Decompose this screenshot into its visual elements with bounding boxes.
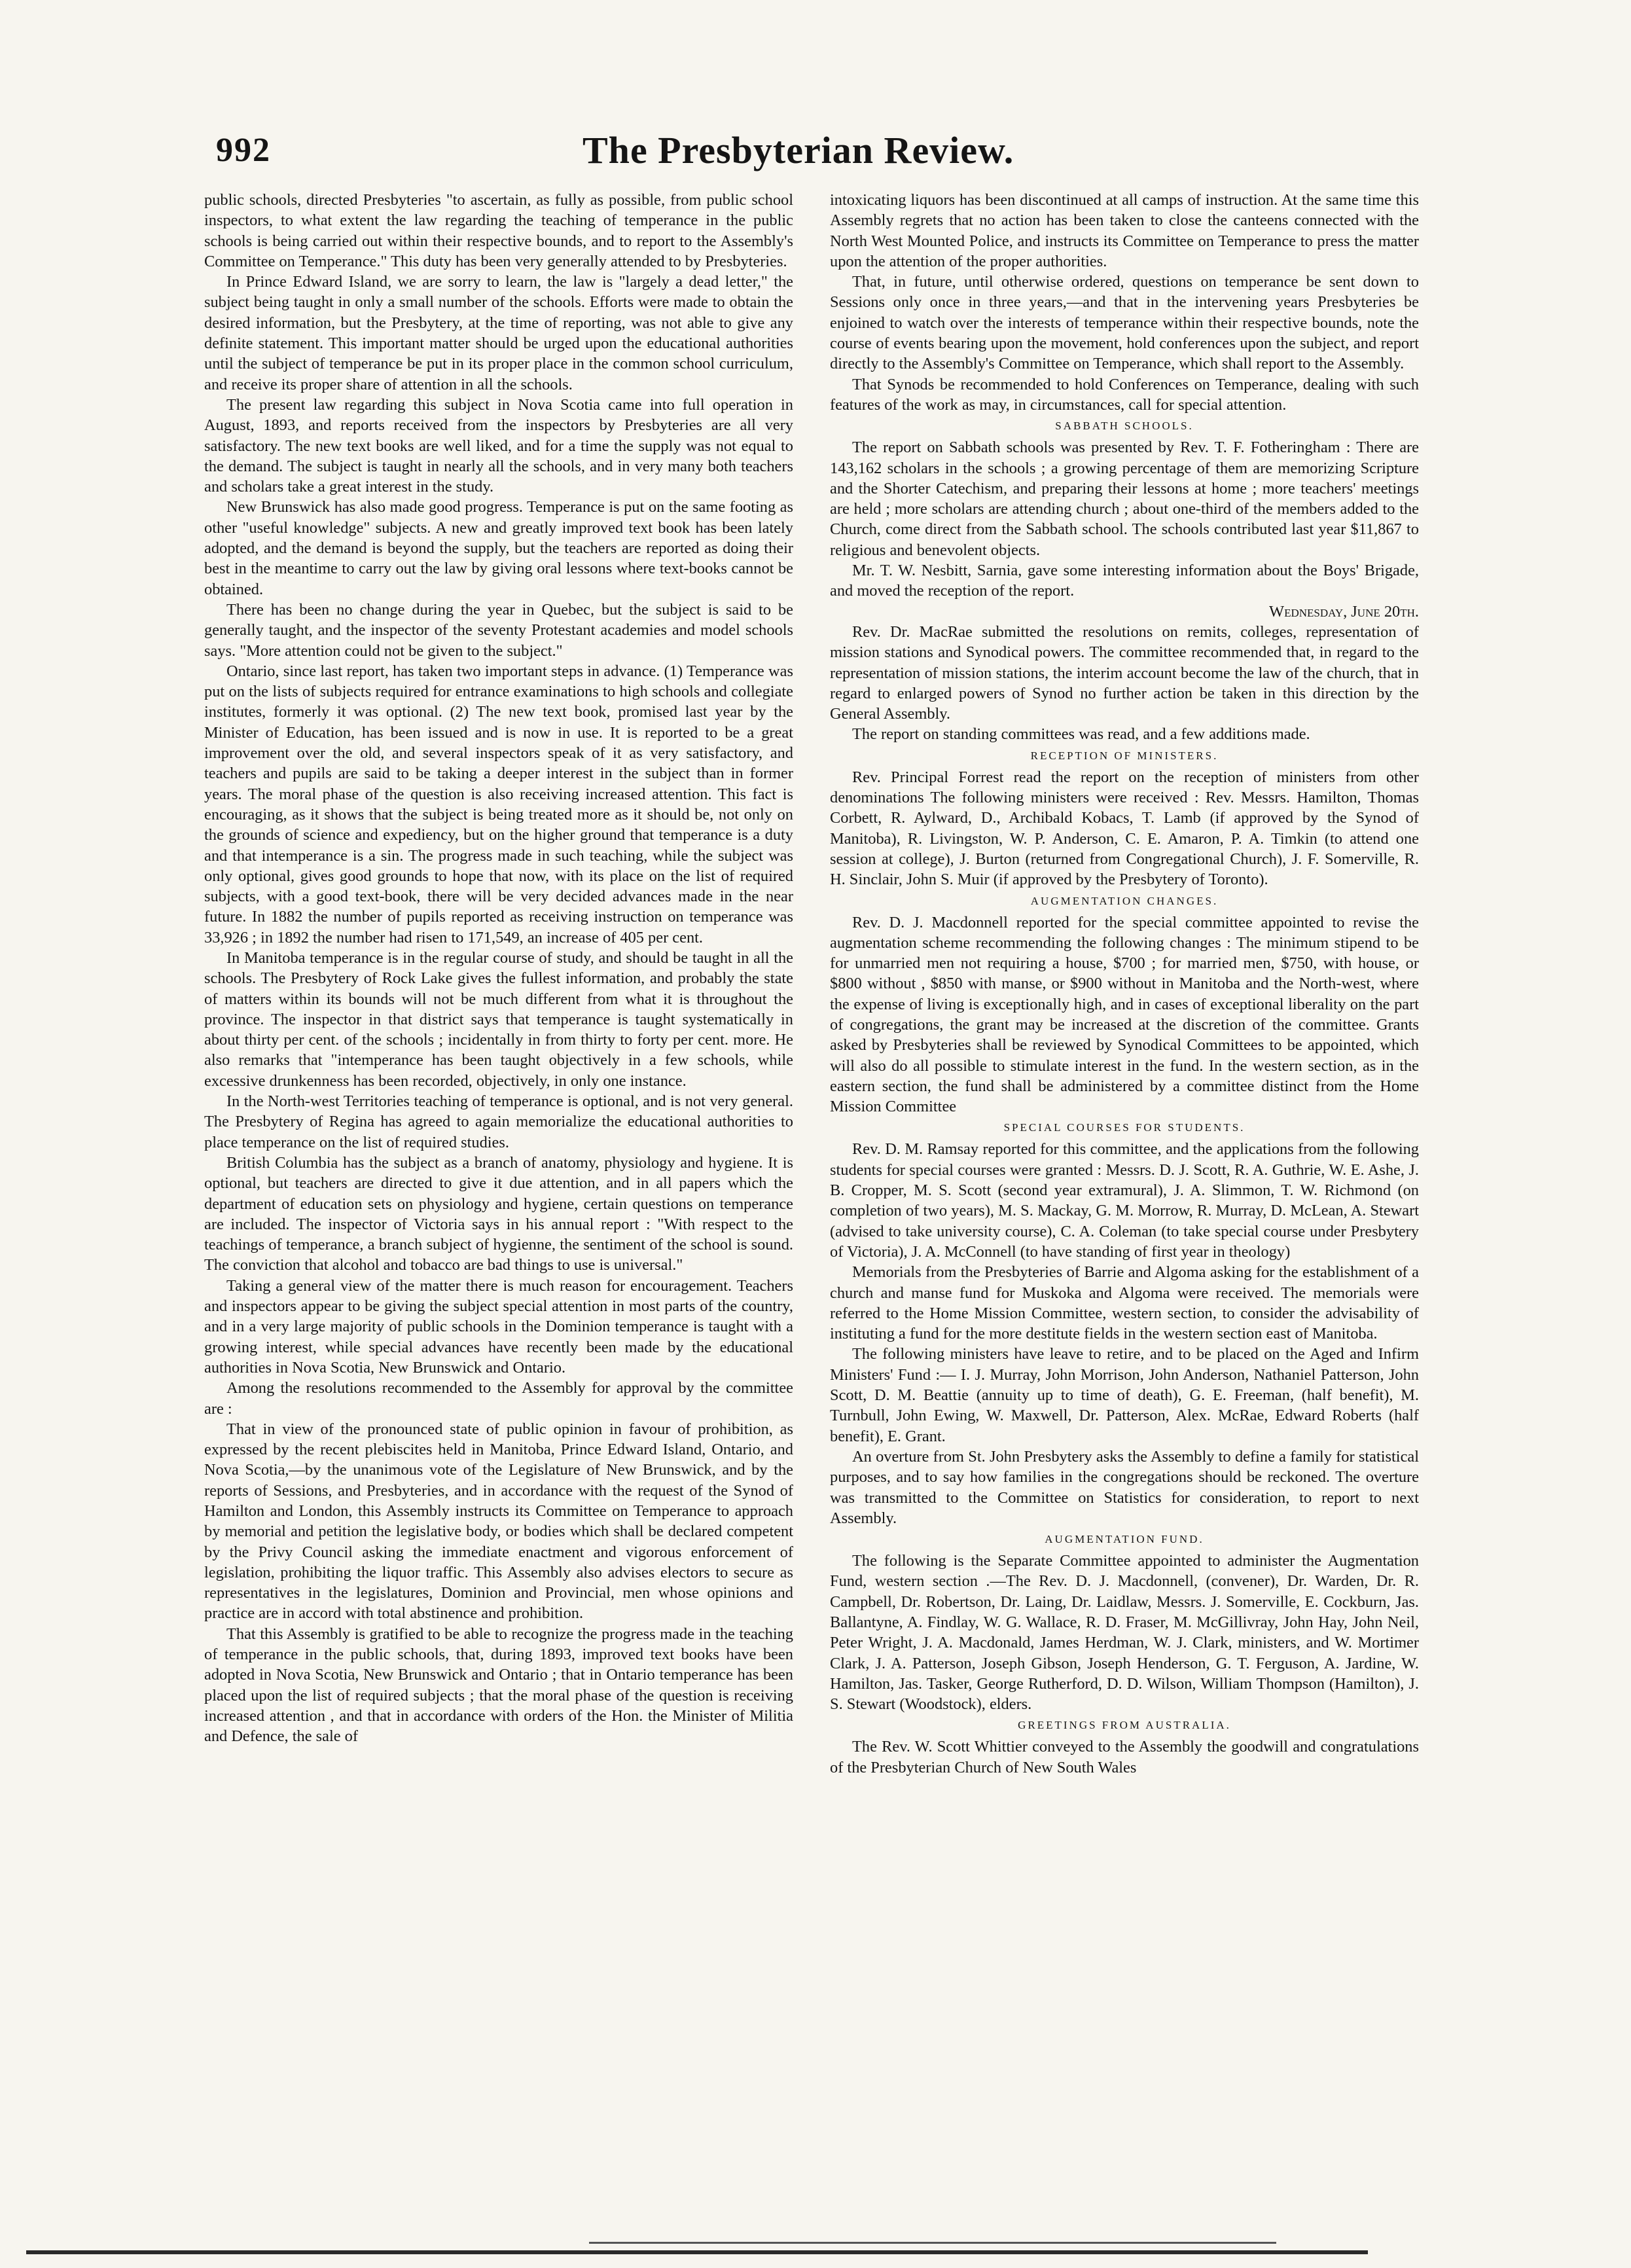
section-heading-greetings-from-australia: GREETINGS FROM AUSTRALIA. xyxy=(1018,1719,1231,1732)
paragraph: In Manitoba temperance is in the regular course of study, and should be taught in all the schools. The Presbytery of Rock Lake gives the fullest information, and probably the state of matters within its bounds will not be much different from what it is throughout the province. The inspector in that district says that temperance is taught systematically in about thirty per cent. of the schools ; incidentally in from thirty to forty per cent. more. He also remarks that "intemperance has been taught objectively in a few schools, while excessive drunkenness has been recorded, objectively, in only one instance. xyxy=(204,948,793,1090)
page-number: 992 xyxy=(216,132,271,169)
paragraph: That, in future, until otherwise ordered, questions on temperance be sent down to Sessions only once in three years,—and that in the intervening years Presbyteries be enjoined to watch over the interests of temperance within their respective bounds, note the course of events bearing upon the movement, hold conferences upon the subject, and report directly to the Assembly's Committee on Temperance, which shall report to the Assembly. xyxy=(830,273,1419,373)
paragraph: Mr. T. W. Nesbitt, Sarnia, gave some interesting information about the Boys' Brigade, and moved the reception of the report. xyxy=(830,562,1419,600)
paragraph: In the North-west Territories teaching of temperance is optional, and is not very general. The Presbytery of Regina has agreed to again memorialize the educational authorities to place temperance on the list of required studies. xyxy=(204,1092,793,1151)
right-column xyxy=(830,190,1419,1778)
paragraph: That Synods be recommended to hold Conferences on Temperance, dealing with such features of the work as may, in circumstances, call for special attention. xyxy=(830,375,1419,414)
paragraph: New Brunswick has also made good progress. Temperance is put on the same footing as other "useful knowledge" subjects. A new and greatly improved text book has been lately adopted, and the demand is beyond the supply, but the teachers are reported as doing their best in the meantime to carry out the law by giving oral lessons where text-books cannot be obtained. xyxy=(204,498,793,598)
paragraph: In Prince Edward Island, we are sorry to learn, the law is "largely a dead letter," the subject being taught in only a small number of the schools. Efforts were made to obtain the desired information, but the Presbytery, at the time of reporting, was not able to give any definite statement. This important matter should be urged upon the educational authorities until the subject of temperance be put in its proper place in the common school curriculum, and receive its proper share of attention in all the schools. xyxy=(204,273,793,393)
paragraph: The following is the Separate Committee appointed to administer the Augmentation Fund, western section .—The Rev. D. J. Macdonnell, (convener), Dr. Warden, Dr. R. Campbell, Dr. Robertson, Dr. Laing, Dr. Laidlaw, Messrs. J. Somerville, E. Cockburn, Jas. Ballantyne, A. Findlay, W. G. Wallace, R. D. Fraser, M. McGillivray, John Hay, John Neil, Peter Wright, J. A. Macdonald, James Herdman, W. J. Clark, ministers, and W. Mortimer Clark, J. A. Patterson, Joseph Gibson, Joseph Henderson, G. T. Ferguson, A. Jardine, W. Hamilton, Jas. Tasker, George Rutherford, D. D. Wilson, William Thompson (Hamilton), J. S. Stewart (Woodstock), elders. xyxy=(830,1552,1419,1714)
paragraph: An overture from St. John Presbytery asks the Assembly to define a family for statistical purposes, and to say how families in the congregations should be reckoned. The overture was transmitted to the Committee on Statistics for consideration, to report to next Assembly. xyxy=(830,1447,1419,1527)
paragraph: intoxicating liquors has been discontinued at all camps of instruction. At the same time this Assembly regrets that no action has been taken to close the canteens connected with the North West Mounted Police, and instructs its Committee on Temperance to press the matter upon the attention of the proper authorities. xyxy=(830,191,1419,270)
footer-rule xyxy=(26,2250,1368,2254)
dateline: Wednesday, June 20th. xyxy=(1269,602,1419,621)
paragraph: Rev. Dr. MacRae submitted the resolutions on remits, colleges, representation of mission stations and Synodical powers. The committee recommended that, in regard to the representation of mission stations, the interim account become the law of the church, that in regard to enlarged powers of Synod no further action be taken in this direction by the General Assembly. xyxy=(830,622,1419,723)
paragraph: British Columbia has the subject as a branch of anatomy, physiology and hygiene. It is optional, but teachers are directed to give it due attention, and in all papers which the department of education sets on physiology and hygiene, certain questions on temperance are included. The inspector of Victoria says in his annual report : "With respect to the teachings of temperance, a branch subject of hygienne, the sentiment of the school is sound. The conviction that alcohol and tobacco are bad things to use is universal." xyxy=(204,1153,793,1274)
paragraph: Memorials from the Presbyteries of Barrie and Algoma asking for the establishment of a church and manse fund for Muskoka and Algoma were received. The memorials were referred to the Home Mission Committee, western section, to consider the advisability of instituting a fund for the more destitute fields in the western section east of Manitoba. xyxy=(830,1263,1419,1343)
section-heading-special-courses: SPECIAL COURSES FOR STUDENTS. xyxy=(1003,1121,1246,1134)
paragraph: There has been no change during the year in Quebec, but the subject is said to be generally taught, and the inspector of the seventy Protestant academies and model schools says. "More attention could not be given to the subject." xyxy=(204,600,793,660)
paragraph: Taking a general view of the matter there is much reason for encouragement. Teachers and inspectors appear to be giving the subject special attention in most parts of the country, and in a very large majority of public schools in the Dominion temperance is taught with a growing interest, while special advances have recently been made by the educational authorities in Nova Scotia, New Brunswick and Ontario. xyxy=(204,1276,793,1377)
paragraph: Rev. D. J. Macdonnell reported for the special committee appointed to revise the augmentation scheme recommending the following changes : The minimum stipend to be for unmarried men not requiring a house, $700 ; for married men, $750, with house, or $800 without , $850 with manse, or $900 without in Manitoba and the North-west, where the expense of living is exceptionally high, and in cases of exceptional liberality on the part of congregations, the grant may be increased at the discretion of the committee. Grants asked by Presbyteries shall be reviewed by Synodical Committees to be appointed, which will also do all possible to stimulate interest in the fund. In the western section, as in the eastern section, the fund shall be administered by a committee distinct from the Home Mission Committee xyxy=(830,913,1419,1116)
page-header xyxy=(216,131,1414,183)
paragraph: The Rev. W. Scott Whittier conveyed to the Assembly the goodwill and congratulations of the Presbyterian Church of New South Wales xyxy=(830,1738,1419,1776)
section-heading-augmentation-fund: AUGMENTATION FUND. xyxy=(1045,1533,1204,1546)
paragraph: Ontario, since last report, has taken two important steps in advance. (1) Temperance was put on the lists of subjects required for entrance examinations to high schools and collegiate institutes, formerly it was optional. (2) The new text book, promised last year by the Minister of Education, has been issued and is now in use. It is reported to be a great improvement over the old, and several inspectors speak of it as very satisfactory, and teachers and pupils are said to be taking a deeper interest in the subject than in former years. The moral phase of the question is also receiving increased attention. This fact is encouraging, as it shows that the subject is being treated more as it should be, not only on the grounds of science and expediency, but on the higher ground that temperance is a duty and that intemperance is a sin. The progress made in such teaching, while the subject was only optional, gives good grounds to hope that now, with its place on the list of required subjects, with a good text-book, there will be very decided advances made in the near future. In 1882 the number of pupils reported as receiving instruction on temperance was 33,926 ; in 1892 the number had risen to 171,549, an increase of 405 per cent. xyxy=(204,662,793,946)
section-heading-augmentation-changes: AUGMENTATION CHANGES. xyxy=(1030,894,1219,907)
journal-title: The Presbyterian Review. xyxy=(582,129,1014,171)
section-heading-reception-of-ministers: RECEPTION OF MINISTERS. xyxy=(1030,749,1219,762)
paragraph: Among the resolutions recommended to the Assembly for approval by the committee are : xyxy=(204,1379,793,1418)
paragraph: Rev. D. M. Ramsay reported for this committee, and the applications from the following students for special courses were granted : Messrs. D. J. Scott, R. A. Guthrie, W. E. Ashe, J. B. Cropper, M. S. Scott (second year extramural), J. A. Slimmon, T. W. Richmond (on completion of two years), M. S. Mackay, G. M. Morrow, R. Murray, D. McLean, A. Stewart (advised to take university course), C. A. Coleman (to take special course under Presbytery of Victoria), J. A. McConnell (to have standing of first year in theology) xyxy=(830,1140,1419,1261)
paragraph: The report on standing committees was read, and a few additions made. xyxy=(852,725,1310,744)
footer-scan-line xyxy=(589,2242,1276,2244)
paragraph: That this Assembly is gratified to be able to recognize the progress made in the teaching of temperance in the public schools, that, during 1893, improved text books have been adopted in Nova Scotia, New Brunswick and Ontario ; that in Ontario temperance has been placed upon the list of required subjects ; that the moral phase of the question is receiving increased attention , and that in accordance with orders of the Hon. the Minister of Militia and Defence, the sale of xyxy=(204,1625,793,1746)
paragraph: public schools, directed Presbyteries "to ascertain, as fully as possible, from public school inspectors, to what extent the law regarding the teaching of temperance in the public schools is being carried out within their respective bounds, and to report to the Assembly's Committee on Temperance." This duty has been very generally attended to by Presbyteries. xyxy=(204,191,793,270)
paragraph: The following ministers have leave to retire, and to be placed on the Aged and Infirm Ministers' Fund :— I. J. Murray, John Morrison, John Anderson, Nathaniel Patterson, John Scott, D. M. Beattie (annuity up to time of death), G. E. Freeman, (half benefit), M. Turnbull, John Ewing, W. Maxwell, Dr. Patterson, Alex. McRae, Edward Roberts (half benefit), E. Grant. xyxy=(830,1345,1419,1445)
paragraph: The present law regarding this subject in Nova Scotia came into full operation in August, 1893, and reports received from the inspectors by Presbyteries are all very satisfactory. The new text books are well liked, and for a time the supply was not equal to the demand. The subject is taught in nearly all the schools, and in very many both teachers and scholars take a great interest in the study. xyxy=(204,395,793,496)
paragraph: Rev. Principal Forrest read the report on the reception of ministers from other denominations The following ministers were received : Rev. Messrs. Hamilton, Thomas Corbett, R. Aylward, D., Archibald Kobacs, T. Lamb (if approved by the Synod of Manitoba), R. Livingston, W. P. Anderson, C. E. Amaron, P. A. Timkin (to attend one session at college), J. Burton (returned from Congregational Church), J. F. Somerville, R. H. Sinclair, John S. Muir (if approved by the Presbytery of Toronto). xyxy=(830,768,1419,889)
section-heading-sabbath-schools: SABBATH SCHOOLS. xyxy=(1055,420,1194,433)
paragraph: That in view of the pronounced state of public opinion in favour of prohibition, as expressed by the recent plebiscites held in Manitoba, Prince Edward Island, Ontario, and Nova Scotia,—by the unanimous vote of the Legislature of New Brunswick, and by the reports of Sessions, and Presbyteries, and in accordance with the request of the Synod of Hamilton and London, this Assembly instructs its Committee on Temperance to approach by memorial and petition the legislative body, or bodies which shall be declared competent by the Privy Council asking the immediate enactment and vigorous enforcement of legislation, prohibiting the liquor traffic. This Assembly also advises electors to secure as representatives in the legislatures, Dominion and Provincial, men whose opinions and practice are in accord with total abstinence and prohibition. xyxy=(204,1420,793,1623)
paragraph: The report on Sabbath schools was presented by Rev. T. F. Fotheringham : There are 143,162 scholars in the schools ; a growing percentage of them are memorizing Scripture and the Shorter Catechism, and preparing their lessons at home ; more teachers' meetings are held ; more scholars are attending church ; about one-third of the members added to the Church, come direct from the Sabbath school. The schools contributed last year $11,867 to religious and benevolent objects. xyxy=(830,439,1419,559)
left-column xyxy=(204,190,793,1747)
